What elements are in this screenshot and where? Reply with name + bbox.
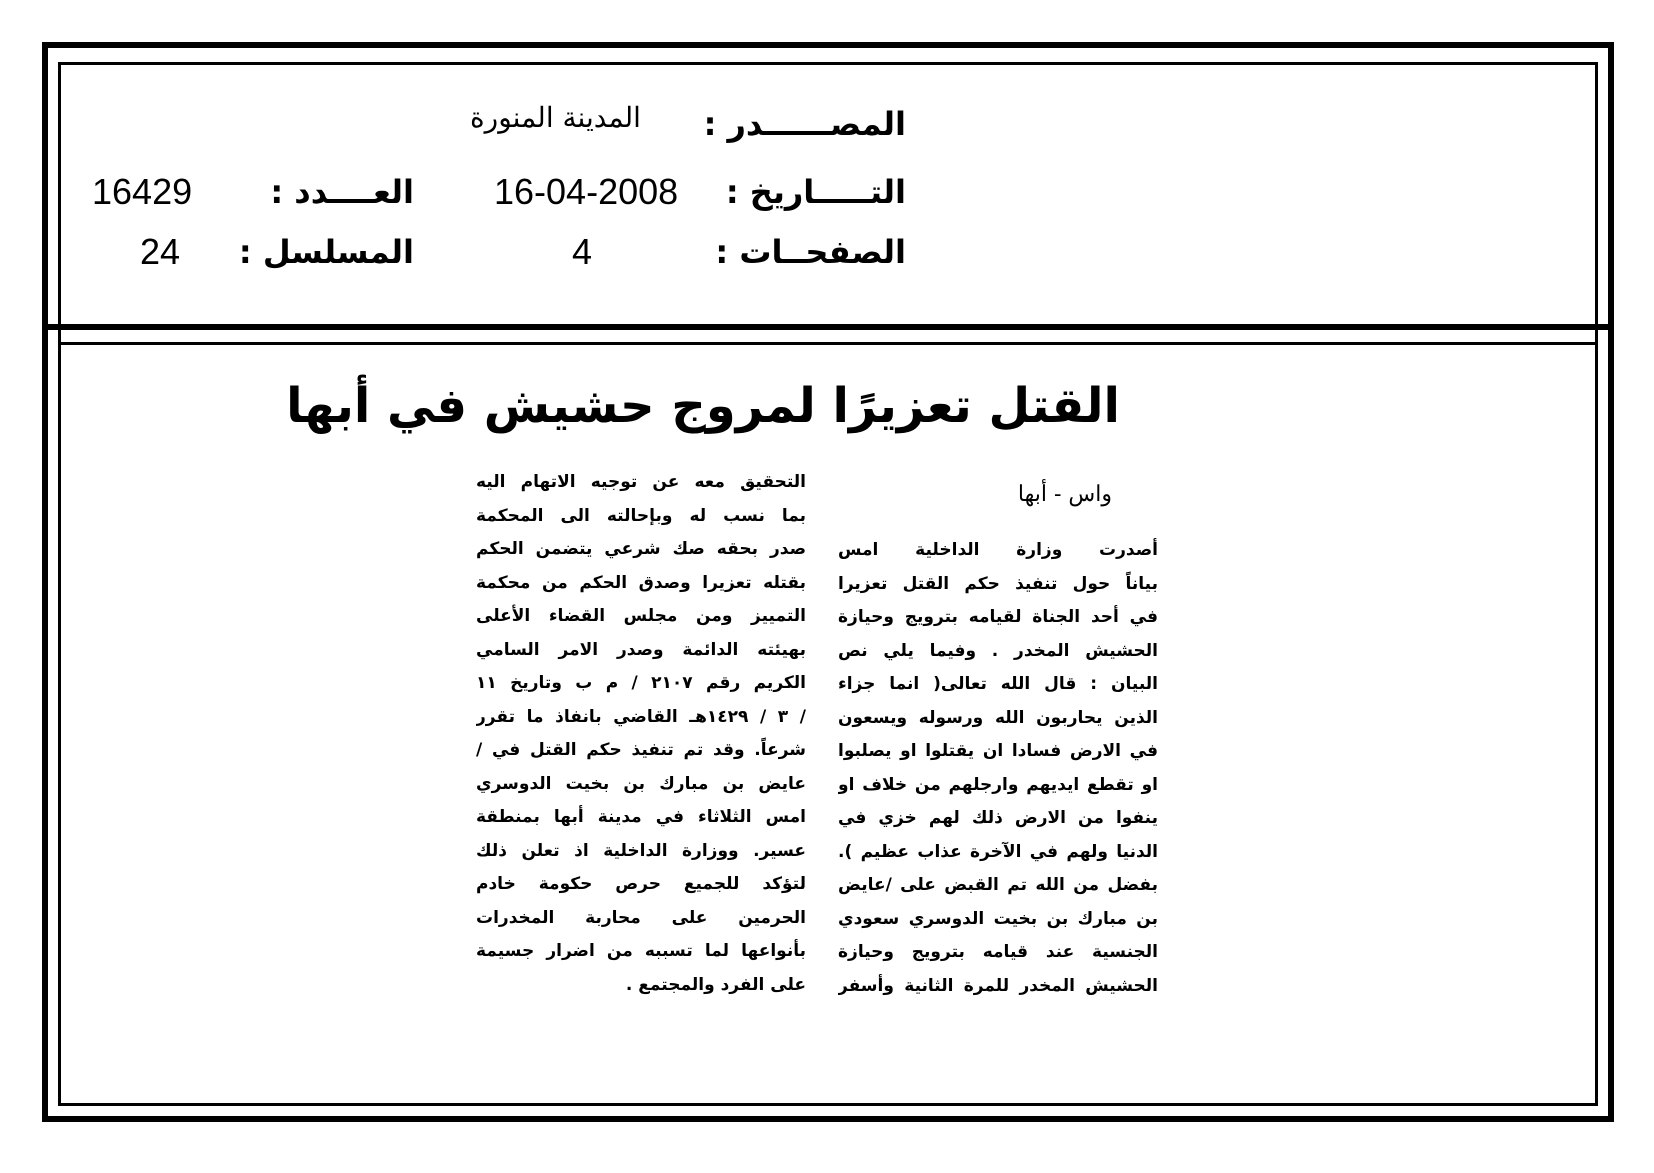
article-line: في الارض فسادا ان يقتلوا او يصلبوا <box>838 741 1158 761</box>
article-line: الحرمين على محاربة المخدرات <box>476 907 806 928</box>
article-line: / ٣ / ١٤٢٩هـ القاضي بانفاذ ما تقرر <box>476 706 806 727</box>
date-label: التـــــاريخ : <box>725 173 906 211</box>
article-line: الذين يحاربون الله ورسوله ويسعون <box>838 707 1158 728</box>
article-line: في أحد الجناة لقيامه بترويج وحيازة <box>838 607 1158 627</box>
article-line: بياناً حول تنفيذ حكم القتل تعزيرا <box>838 573 1158 594</box>
article-line: الجنسية عند قيامه بترويج وحيازة <box>838 942 1158 962</box>
article-line: التحقيق معه عن توجيه الاتهام اليه <box>476 472 806 492</box>
article-line: بما نسب له وبإحالته الى المحكمة <box>476 505 806 526</box>
article-line: او تقطع ايديهم وارجلهم من خلاف او <box>838 774 1158 795</box>
header-divider-thin <box>58 342 1598 345</box>
article-line: التمييز ومن مجلس القضاء الأعلى <box>476 606 806 626</box>
article-line: شرعاً. وقد تم تنفيذ حكم القتل في / <box>476 740 806 760</box>
article-line: لتؤكد للجميع حرص حكومة خادم <box>476 874 806 894</box>
inner-border <box>58 62 1598 1106</box>
pages-label: الصفحــات : <box>715 233 906 271</box>
article-line: الكريم رقم ٢١٠٧ / م ب وتاريخ ١١ <box>476 673 806 693</box>
date-value: 16-04-2008 <box>494 171 679 212</box>
article-line: بأنواعها لما تسببه من اضرار جسيمة <box>476 941 806 961</box>
article-line: الحشيش المخدر للمرة الثانية وأسفر <box>838 975 1158 996</box>
article-line: البيان : قال الله تعالى( انما جزاء <box>838 674 1158 694</box>
article-headline: القتل تعزيرًا لمروج حشيش في أبها <box>286 378 1120 434</box>
article-line: بن مبارك بن بخيت الدوسري سعودي <box>838 908 1158 929</box>
article-line: امس الثلاثاء في مدينة أبها بمنطقة <box>476 807 806 827</box>
issue-value: 16429 <box>92 171 193 212</box>
article-line: على الفرد والمجتمع . <box>625 974 806 995</box>
serial-label: المسلسل : <box>238 233 414 271</box>
article-line: عسير. ووزارة الداخلية اذ تعلن ذلك <box>476 840 806 861</box>
source-value: المدينة المنورة <box>470 101 641 134</box>
article-column-right <box>838 534 1158 1003</box>
article-line: عايض بن مبارك بن بخيت الدوسري <box>476 773 806 794</box>
article-line: الحشيش المخدر . وفيما يلي نص <box>838 640 1158 661</box>
article-line: بهيئته الدائمة وصدر الامر السامي <box>476 639 806 660</box>
article-line: الدنيا ولهم في الآخرة عذاب عظيم ). <box>838 841 1158 862</box>
article-line: أصدرت وزارة الداخلية امس <box>838 540 1158 560</box>
source-label: المصــــــدر : <box>703 105 906 143</box>
header-divider-thick <box>42 324 1614 330</box>
article-dateline: واس - أبها <box>1017 482 1112 507</box>
article-line: صدر بحقه صك شرعي يتضمن الحكم <box>476 539 806 559</box>
article-line: بفضل من الله تم القبض على /عايض <box>838 875 1158 895</box>
pages-value: 4 <box>572 231 593 272</box>
article-line: بقتله تعزيرا وصدق الحكم من محكمة <box>476 572 806 593</box>
article-column-left <box>476 466 806 1002</box>
issue-label: العــــدد : <box>270 173 414 211</box>
serial-value: 24 <box>140 231 181 272</box>
article-line: ينفوا من الارض ذلك لهم خزي في <box>838 808 1158 828</box>
